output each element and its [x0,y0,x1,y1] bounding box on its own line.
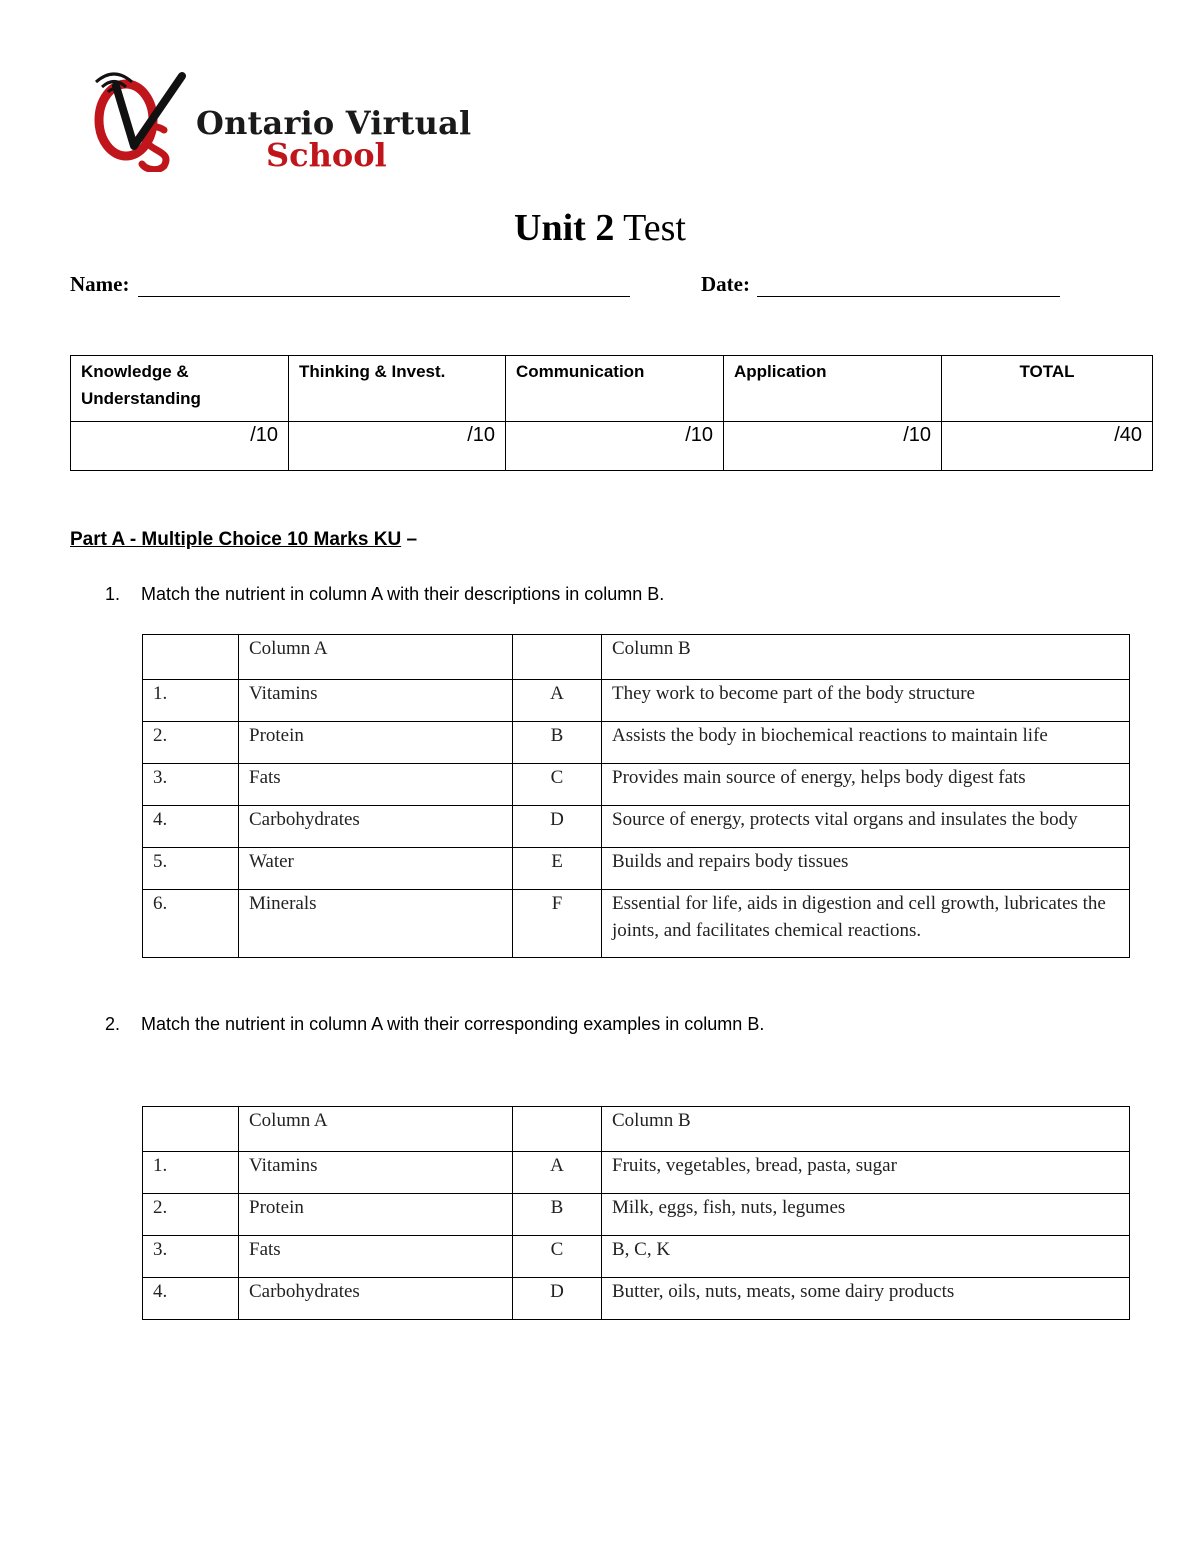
marks-header-application: Application [724,356,942,422]
letter-cell: C [513,764,602,806]
description-cell: Provides main source of energy, helps body digest fats [602,764,1130,806]
name-label: Name: [70,272,130,296]
nutrient-cell: Carbohydrates [239,1278,513,1320]
table-row [143,722,1130,764]
description-cell: Builds and repairs body tissues [602,848,1130,890]
marks-table [70,355,1153,471]
description-cell: Assists the body in biochemical reactions to maintain life [602,722,1130,764]
example-cell: Milk, eggs, fish, nuts, legumes [602,1194,1130,1236]
date-label: Date: [701,272,750,296]
nutrient-cell: Fats [239,1236,513,1278]
table-row [143,890,1130,958]
row-number: 4. [143,1278,239,1320]
example-cell: Butter, oils, nuts, meats, some dairy products [602,1278,1130,1320]
letter-cell: C [513,1236,602,1278]
nutrient-cell: Protein [239,722,513,764]
logo-text-school: School [266,136,387,174]
title-unit: Unit 2 [514,207,615,249]
example-cell: Fruits, vegetables, bread, pasta, sugar [602,1152,1130,1194]
match-table-2 [142,1106,1130,1320]
table-row [143,764,1130,806]
wifi-signal-icon [94,72,134,96]
date-field[interactable] [757,296,1060,297]
col-b-header: Column B [602,1107,1130,1152]
letter-cell: F [513,890,602,958]
name-field[interactable] [138,296,630,297]
table-cell [143,1107,239,1152]
row-number: 5. [143,848,239,890]
row-number: 1. [143,680,239,722]
col-a-header: Column A [239,1107,513,1152]
row-number: 3. [143,764,239,806]
table-cell [143,635,239,680]
nutrient-cell: Minerals [239,890,513,958]
nutrient-cell: Carbohydrates [239,806,513,848]
row-number: 2. [143,722,239,764]
logo-text-ontario-virtual: Ontario Virtual [196,104,472,142]
table-cell [513,635,602,680]
marks-header-total: TOTAL [942,356,1153,422]
question-text: Match the nutrient in column A with their corresponding examples in column B. [141,1014,765,1034]
description-cell: They work to become part of the body structure [602,680,1130,722]
section-title-part-a [70,529,417,551]
row-number: 2. [143,1194,239,1236]
table-row [143,1236,1130,1278]
col-b-header: Column B [602,635,1130,680]
question-number: 2. [105,1014,121,1034]
description-cell: Source of energy, protects vital organs and insulates the body [602,806,1130,848]
marks-value-communication[interactable]: /10 [506,422,724,471]
page-title [0,206,1200,250]
table-row [143,1278,1130,1320]
marks-header-thinking: Thinking & Invest. [289,356,506,422]
letter-cell: A [513,1152,602,1194]
question-text: Match the nutrient in column A with their descriptions in column B. [141,584,665,604]
table-row [143,680,1130,722]
nutrient-cell: Protein [239,1194,513,1236]
table-row [143,806,1130,848]
row-number: 1. [143,1152,239,1194]
letter-cell: D [513,1278,602,1320]
marks-value-total[interactable]: /40 [942,422,1153,471]
letter-cell: D [513,806,602,848]
marks-header-communication: Communication [506,356,724,422]
marks-header-ku: Knowledge & Understanding [71,356,289,422]
letter-cell: A [513,680,602,722]
row-number: 4. [143,806,239,848]
table-row [143,1194,1130,1236]
nutrient-cell: Water [239,848,513,890]
row-number: 3. [143,1236,239,1278]
example-cell: B, C, K [602,1236,1130,1278]
nutrient-cell: Fats [239,764,513,806]
letter-cell: B [513,722,602,764]
title-rest: Test [614,207,686,249]
nutrient-cell: Vitamins [239,1152,513,1194]
col-a-header: Column A [239,635,513,680]
letter-cell: B [513,1194,602,1236]
marks-value-ku[interactable]: /10 [71,422,289,471]
part-a-suffix: – [401,529,418,550]
table-cell [513,1107,602,1152]
letter-cell: E [513,848,602,890]
nutrient-cell: Vitamins [239,680,513,722]
school-logo [94,72,474,172]
part-a-title: Part A - Multiple Choice 10 Marks KU [70,529,402,550]
marks-value-thinking[interactable]: /10 [289,422,506,471]
match-table-1 [142,634,1130,958]
table-row [143,848,1130,890]
question-number: 1. [105,584,121,604]
table-row [143,1152,1130,1194]
description-cell: Essential for life, aids in digestion and cell growth, lubricates the joints, and facilitates chemical reactions. [602,890,1130,958]
marks-value-application[interactable]: /10 [724,422,942,471]
row-number: 6. [143,890,239,958]
